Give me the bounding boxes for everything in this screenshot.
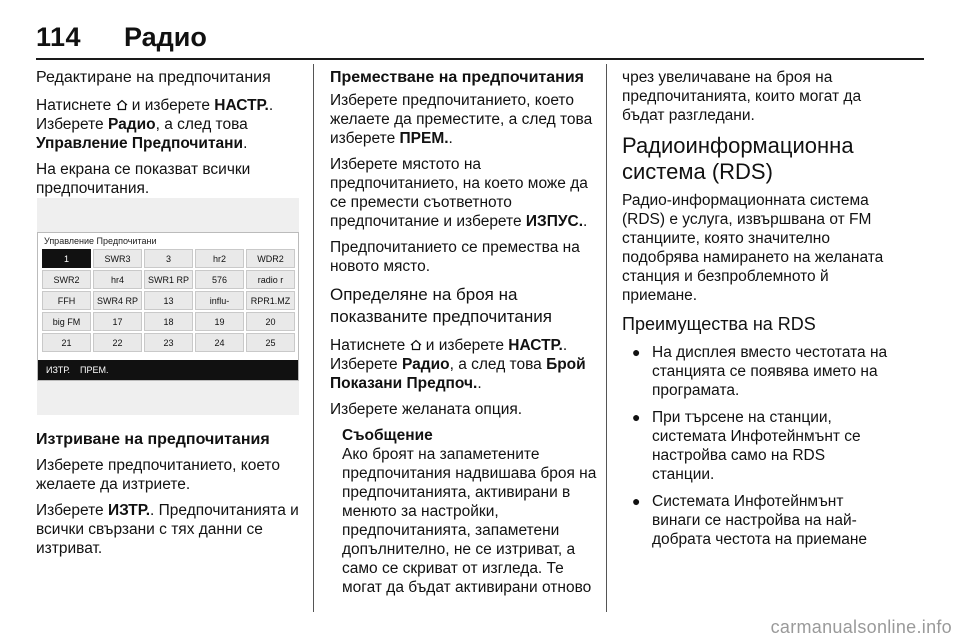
section-heading-delete: Изтриване на предпочитания [36,431,270,448]
watermark: carmanualsonline.info [770,617,952,637]
favourites-grid [42,249,295,352]
section-heading-move: Преместване на предпочитания [330,69,584,86]
favourite-cell[interactable]: SWR3 [93,249,142,268]
favourite-cell[interactable]: 21 [42,333,91,352]
section-heading-count: Определяне на броя на показваните предпочитания [330,285,552,326]
favourite-cell[interactable]: big FM [42,312,91,331]
paragraph: Изберете ИЗТР.. Предпочитанията и всички свързани с тях данни се изтриват. [36,502,299,557]
favourite-cell[interactable]: SWR1 RP [144,270,193,289]
bullet-icon: ● [632,344,641,360]
note-title: Съобщение [342,427,433,444]
favourites-screen [37,232,299,381]
paragraph: Предпочитанието се премества на новото място. [330,239,580,275]
bullet-icon: ● [632,409,641,425]
home-icon [116,99,128,111]
column-left [36,64,300,205]
section-heading-rds: Радиоинформационна система (RDS) [622,133,854,184]
section-heading-advantages: Преимущества на RDS [622,314,816,334]
favourite-cell[interactable]: SWR2 [42,270,91,289]
favourite-cell[interactable]: 17 [93,312,142,331]
paragraph: Радио-информационната система (RDS) е услуга, извършвана от FM станциите, която значително подобрява намирането на желаната станция и безпроблемното й приемане. [622,192,884,304]
chapter-title: Радио [124,22,207,52]
favourite-cell[interactable]: influ- [195,291,244,310]
favourite-cell[interactable]: 20 [246,312,295,331]
favourite-cell[interactable]: hr2 [195,249,244,268]
delete-button[interactable]: ИЗТР. [46,365,71,375]
paragraph: Натиснете и изберете НАСТР.. Изберете Радио, а след това Управление Предпочитани. [36,97,274,152]
column-middle [330,64,598,597]
favourite-cell[interactable]: 3 [144,249,193,268]
column-divider [606,64,607,612]
list-item: ● Системата Инфотейнмънт винаги се настройва на най-добрата честота на приемане [632,493,868,548]
paragraph: Изберете предпочитанието, което желаете да преместите, а след това изберете ПРЕМ.. [330,92,593,147]
favourite-cell[interactable]: 13 [144,291,193,310]
home-icon [410,339,422,351]
header-divider [36,58,924,60]
favourite-cell[interactable]: 1 [42,249,91,268]
advantages-list [622,343,890,549]
favourite-cell[interactable]: SWR4 RP [93,291,142,310]
favourite-cell[interactable]: 576 [195,270,244,289]
favourite-cell[interactable]: WDR2 [246,249,295,268]
column-divider [313,64,314,612]
bullet-icon: ● [632,493,641,509]
paragraph: Изберете предпочитанието, което желаете да изтриете. [36,457,280,493]
favourite-cell[interactable]: 24 [195,333,244,352]
favourite-cell[interactable]: 19 [195,312,244,331]
section-heading-edit: Редактиране на предпочитания [36,69,271,86]
favourite-cell[interactable]: 18 [144,312,193,331]
note-text: Ако броят на запаметените предпочитания надвишава броя на предпочитанията, активирани в менюто за настройки, предпочитанията, запаметени допълнително, не се изтриват, а само се скриват от изгледа. Те могат да бъдат активирани отново [342,446,597,596]
favourite-cell[interactable]: 22 [93,333,142,352]
favourites-screenshot [37,198,299,415]
favourite-cell[interactable]: RPR1.MZ [246,291,295,310]
paragraph: Изберете мястото на предпочитанието, на което може да се премести съответното предпочитание и изберете ИЗПУС.. [330,156,588,230]
paragraph: чрез увеличаване на броя на предпочитанията, които могат да бъдат разгледани. [622,69,862,124]
screen-action-bar [38,360,298,380]
page-number: 114 [36,22,82,52]
paragraph: На екрана се показват всички предпочитания. [36,161,251,197]
paragraph: Изберете желаната опция. [330,401,523,418]
favourite-cell[interactable]: hr4 [93,270,142,289]
note-box [342,426,598,597]
list-item: ● При търсене на станции, системата Инфотейнмънт се настройва само на RDS станции. [632,409,861,483]
move-button[interactable]: ПРЕМ. [80,365,109,375]
favourite-cell[interactable]: 25 [246,333,295,352]
favourite-cell[interactable]: radio r [246,270,295,289]
column-right [622,64,890,557]
list-item: ● На дисплея вместо честотата на станцията се появява името на програмата. [632,344,888,399]
column-left-lower [36,430,300,565]
paragraph: Натиснете и изберете НАСТР.. Изберете Радио, а след това Брой Показани Предпоч.. [330,337,586,392]
favourite-cell[interactable]: FFH [42,291,91,310]
screen-title: Управление Предпочитани [44,236,157,246]
page-header [36,22,926,56]
favourite-cell[interactable]: 23 [144,333,193,352]
